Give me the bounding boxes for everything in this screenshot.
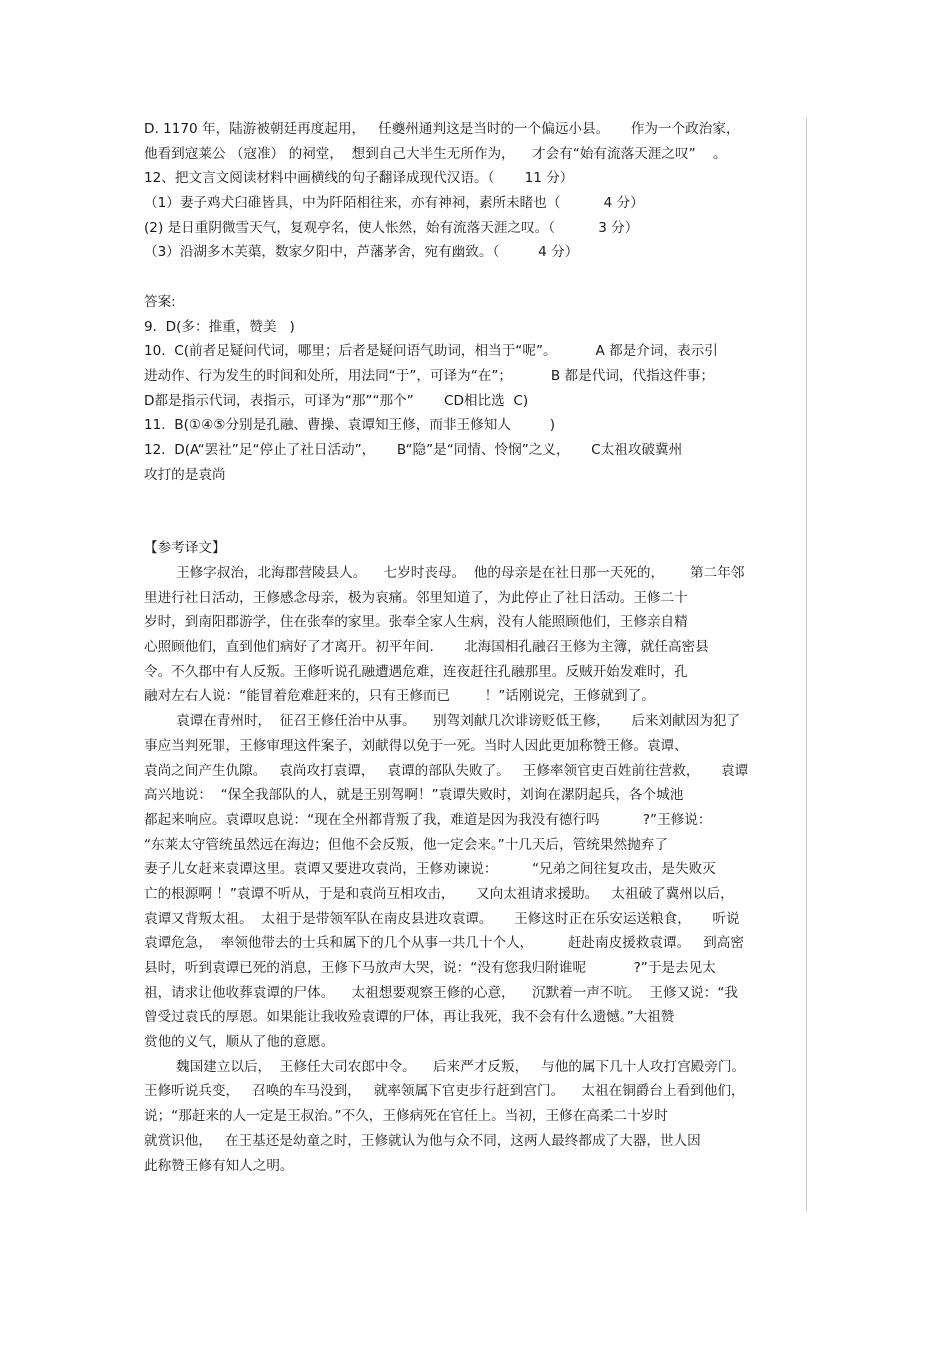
translation-line: 袁尚之间产生仇隙。 袁尚攻打袁谭， 袁谭的部队失败了。 王修率领官吏百姓前往营救， 袁谭	[144, 762, 749, 779]
translation-line: 里进行社日活动，王修感念母亲，极为哀痛。邻里知道了，为此停止了社日活动。王修二十	[144, 589, 688, 606]
question-section	[144, 117, 799, 265]
translation-line: 赏他的义气，顺从了他的意愿。	[144, 1034, 335, 1051]
question-line: 他看到寇莱公 （寇准） 的祠堂， 想到自己大半生无所作为， 才会有“始有流落天涯之叹” 。	[144, 145, 727, 162]
question-line: D. 1170 年，陆游被朝廷再度起用， 任夔州通判这是当时的一个偏远小县。 作为一个政治家，	[144, 121, 740, 137]
answer-line: D都是指示代词，表指示，可译为“那”“那个” CD相比选 C)	[144, 392, 529, 409]
translation-line: 袁谭在青州时， 征召王修任治中从事。 别驾刘献几次诽谤贬低王修， 后来刘献因为犯了	[176, 713, 741, 730]
translation-line: 此称赞王修有知人之明。	[144, 1157, 294, 1174]
answer-heading: 答案:	[144, 293, 176, 310]
translation-body	[144, 561, 799, 1178]
blank-space	[144, 487, 799, 536]
page-border-right	[806, 118, 807, 1212]
translation-line: 袁谭又背叛太祖。 太祖于是带领军队在南皮县进攻袁谭。 王修这时正在乐安运送粮食， 听说	[144, 910, 740, 927]
translation-line: “东莱太守管统虽然远在海边；但他不会反叛，他一定会来。”十几天后，管统果然抛弃了	[144, 836, 668, 853]
answer-line: 9. D(多：推重，赞美 )	[144, 318, 295, 335]
translation-line: 事应当判死罪，王修审理这件案子，刘献得以免于一死。当时人因此更加称赞王修。袁谭、	[144, 737, 688, 754]
translation-line: 曾受过袁氏的厚恩。如果能让我收殓袁谭的尸体，再让我死，我不会有什么遗憾。”大祖赞	[144, 1009, 675, 1026]
translation-line: 县时，听到袁谭已死的消息，王修下马放声大哭，说：“没有您我归附谁呢 ?”于是去见太	[144, 960, 716, 976]
answer-line: 攻打的是袁尚	[144, 466, 226, 483]
translation-line: 心照顾他们，直到他们病好了才离开。初平年间. 北海国相孔融召王修为主簿，就任高密县	[144, 639, 709, 656]
answer-line: 12. D(A“罢社”足“停止了社日活动”， B“隐”是“同情、怜悯”之义， C太祖攻破冀州	[144, 441, 683, 458]
translation-line: 就赏识他， 在王基还是幼童之时，王修就认为他与众不同，这两人最终都成了大器，世人因	[144, 1132, 701, 1149]
translation-line: 岁时，到南阳郡游学，住在张奉的家里。张奉全家人生病，没有人能照顾他们，王修亲自精	[144, 614, 688, 631]
translation-line: 高兴地说： “保全我部队的人，就是王别驾啊！”袁谭失败时，刘询在漯阴起兵，各个城池	[144, 787, 684, 804]
question-line: （1）妻子鸡犬臼碓皆具，中为阡陌相往来，亦有神祠，素所未睹也（ 4 分）	[144, 195, 644, 212]
translation-heading: 【参考译文】	[144, 540, 226, 557]
blank-line	[144, 265, 799, 290]
translation-section	[144, 536, 799, 1178]
translation-line: 王修听说兵变， 召唤的车马没到， 就率领属下官吏步行赶到宫门。 太祖在铜爵台上看到他们，	[144, 1083, 745, 1100]
question-line: (2) 是日重阴微雪天气，复观亭名，使人怅然，始有流落天涯之叹。（ 3 分）	[144, 219, 639, 236]
translation-line: 袁谭危急， 率领他带去的士兵和属下的几个从事一共几十个人， 赶赴南皮援救袁谭。 到高密	[144, 935, 744, 952]
translation-line: 融对左右人说：“能冒着危难赶来的，只有王修而已 ！”话刚说完，王修就到了。	[144, 688, 655, 705]
translation-line: 亡的根源啊 ！”袁谭不听从，于是和袁尚互相攻击， 又向太祖请求援助。 太祖破了冀州以后，	[144, 885, 734, 902]
answer-line: 11. B(①④⑤分别是孔融、曹操、袁谭知王修，而非王修知人 )	[144, 417, 556, 434]
document-body	[144, 117, 799, 1178]
translation-line: 令。不久郡中有人反叛。王修听说孔融遭遇危难，连夜赶往孔融那里。反贼开始发难时，孔	[144, 663, 688, 680]
answer-line: 10. C(前者足疑问代词，哪里；后者是疑问语气助词，相当于“呢”。 A 都是介词，表示引	[144, 343, 718, 360]
translation-line: 祖，请求让他收葬袁谭的尸体。 太祖想要观察王修的心意， 沉默着一声不吭。 王修又说：“我	[144, 984, 739, 1001]
answer-section	[144, 290, 799, 488]
question-line: 12、把文言文阅读材料中画横线的句子翻译成现代汉语。（ 11 分）	[144, 170, 574, 187]
translation-line: 王修字叔治，北海郡营陵县人。 七岁时丧母。 他的母亲是在社日那一天死的， 第二年邻	[176, 565, 745, 581]
answer-line: 进动作、行为发生的时间和处所，用法同“于”，可译为“在”； B 都是代词，代指这件事；	[144, 367, 715, 384]
translation-line: 说；“那赶来的人一定是王叔治。”不久，王修病死在官任上。当初，王修在高柔二十岁时	[144, 1108, 668, 1125]
translation-line: 魏国建立以后， 王修任大司农郎中令。 后来严才反叛， 与他的属下几十人攻打宫殿旁门。	[176, 1058, 746, 1075]
translation-line: 都起来响应。袁谭叹息说：“现在全州都背叛了我，难道是因为我没有德行吗 ?”王修说：	[144, 811, 712, 828]
translation-line: 妻子儿女赶来袁谭这里。袁谭又要进攻袁尚，王修劝谏说： “兄弟之间往复攻击，是失败灭	[144, 861, 716, 878]
question-line: （3）沿湖多木芙蕖，数家夕阳中，芦藩茅舍，宛有幽致。（ 4 分）	[144, 244, 579, 261]
